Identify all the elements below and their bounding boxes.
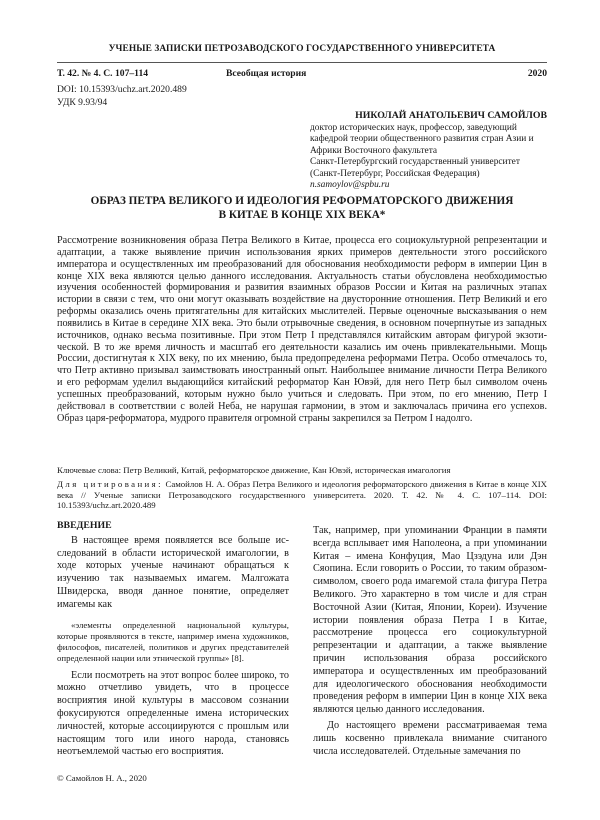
block-quote: «элементы определенной национальной культуры, которые проявляются в тексте, например имена художников, философов, писателей, политиков и других представителей определенной нации или этнической группы» [8]. (57, 619, 289, 663)
author-location: (Санкт-Петербург, Российская Федерация) (310, 168, 480, 179)
author-university: Санкт-Петербургский государственный университет (310, 157, 520, 167)
left-column (57, 520, 289, 759)
citation (57, 479, 547, 511)
paragraph: Так, например, при упоминании Франции в памяти всегда всплывает имя Наполеона, а при упоминании Китая – имена Конфуция, Мао Цзэдуна или Дэн Сяопина. Если говорить о России, то таким образом-символом, своего рода имагемой стала фигура Петра Великого. Это характерно в том числе и для стран Восточной Азии (Китая, Японии, Кореи). Изучение истории появления образа Петра I в Китае, рассмотрение процесса его социокультурной репрезентации и адаптации, а также выявление причин использования образа российского императора и осуществленных им преобразований для идеологического обоснования необходимости проведения реформ в империи Цин в конце XIX века являются целью данного исследования. (313, 525, 547, 716)
citation-text: Самойлов Н. А. Образ Петра Великого и идеология реформаторского движения в Китае в конце XIX века // Ученые записки Петрозаводского государственного университета. 2020. Т. 42. № 4. С. 107–114. DOI: 10.15393/uchz.art.2020.489 (57, 479, 547, 511)
author-position: доктор исторических наук, профессор, заведующий кафедрой теории общественного развития стран Азии и Африки Восточного факультета (310, 122, 534, 156)
citation-label: Для цитирования: (57, 479, 163, 489)
issue-info: Т. 42. № 4. С. 107–114 (57, 68, 149, 79)
author-block (310, 110, 547, 192)
doi[interactable]: DOI: 10.15393/uchz.art.2020.489 (57, 84, 187, 95)
article-title-line-1: ОБРАЗ ПЕТРА ВЕЛИКОГО И ИДЕОЛОГИЯ РЕФОРМАТОРСКОГО ДВИЖЕНИЯ (90, 195, 514, 207)
article-title-line-2: В КИТАЕ В КОНЦЕ XIX ВЕКА* (218, 209, 386, 221)
copyright: © Самойлов Н. А., 2020 (57, 773, 147, 783)
paragraph: До настоящего времени рассматриваемая тема лишь косвенно привлекала внимание считаного числа исследователей. Отдельные замечания по (313, 719, 547, 757)
journal-title: УЧЕНЫЕ ЗАПИСКИ ПЕТРОЗАВОДСКОГО ГОСУДАРСТВЕННОГО УНИВЕРСИТЕТА (108, 44, 496, 54)
section-name: Всеобщая история (226, 68, 307, 79)
udk-code: УДК 9.93/94 (57, 97, 108, 108)
abstract (57, 235, 547, 425)
paragraph: Если посмотреть на этот вопрос более широко, то можно отчетливо увидеть, что в процессе восприятия иной культуры в массовом сознании фокусируются определенные имена исторических личностей, которые ассоциируются с прошлым или настоящим того или иного народа, становясь неотъемлемой частью его восприятия. (57, 669, 289, 758)
author-email[interactable]: n.samoylov@spbu.ru (310, 180, 390, 190)
author-name: НИКОЛАЙ АНАТОЛЬЕВИЧ САМОЙЛОВ (355, 110, 547, 121)
abstract-text: Рассмотрение возникновения образа Петра Великого в Китае, процесса его социокультурной репрезентации и адаптации, а также выявление причин использования ярких примеров деятельности этого российского императора и осуществленных им преобразований для обоснования необходимости реформ в империи Цин в конце XIX века являются целью данного исследования. Актуальность статьи обусловлена необходимостью изучения особенностей формирования и развития взаимных образов России и Китая на различных этапах истории в связи с тем, что они могут оказывать воздействие на двусторонние отношения. Петр Великий и его реформы оказались очень притягательны для китайских мыслителей. Первые оценочные высказывания о нем появились в Китае в середине XIX века. Это были отрывочные сведения, в основном почерпнутые из западных источников, однако весьма позитивные. При этом Петр I представлялся китайским авторам фигурой экзотической. В то же время личность и масштаб его деятельности казались им очень привлекательными. Мощь России, достигнутая к XIX веку, по их мнению, была предопределена реформами Петра. Особо отмечалось то, что Петр активно призывал заимствовать иностранный опыт. Наибольшее внимание личности Петра Великого и его реформам уделил выдающийся китайский реформатор Кан Ювэй, для него Петр был символом очень успешных преобразований, которым нужно было учиться и следовать. При этом, по его мнению, Петр I действовал в соответствии с волей Неба, не нарушая гармонии, в этом и заключалась причина его успехов. Образ царя-реформатора, мудрого правителя огромной страны закрепился за Петром I надолго. (57, 235, 547, 424)
keywords: Ключевые слова: Петр Великий, Китай, реформаторское движение, Кан Ювэй, историческая имагология (57, 465, 451, 475)
header-divider (57, 62, 547, 63)
paragraph: В настоящее время появляется все больше исследований в области исторической имагологии, в ходе которых ученые начинают обращаться к изучению так называемых имагем. Малгожата Швидерска, вводя данное понятие, определяет имагемы как (57, 534, 289, 610)
publication-year: 2020 (527, 68, 547, 79)
article-title (57, 194, 547, 222)
right-column (313, 525, 547, 758)
section-heading-introduction: ВВЕДЕНИЕ (57, 520, 112, 531)
